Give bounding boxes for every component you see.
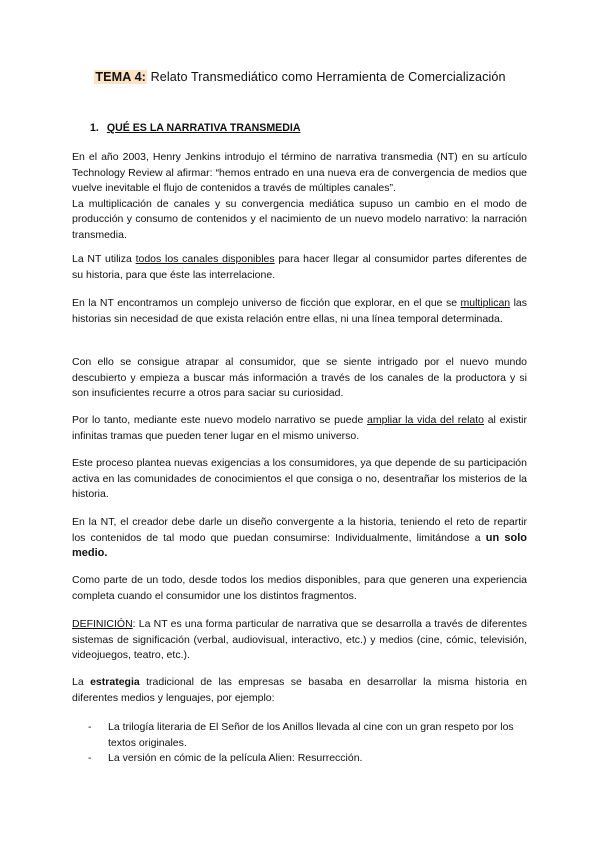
paragraph-5-text-b: al existir infinitas tramas que pueden tener lugar en el mismo universo. <box>72 414 527 442</box>
paragraph-2-text-b: para hacer llegar al consumidor partes diferentes de su historia, para que éste las interrelacione. <box>72 253 527 281</box>
paragraph-5-text-a: Por lo tanto, mediante este nuevo modelo narrativo se puede <box>72 414 368 426</box>
list-item-text: La trilogía literaria de El Señor de los Anillos llevada al cine con un gran respeto por los textos originales. <box>108 721 514 749</box>
paragraph-4-text: Con ello se consigue atrapar al consumidor, que se siente intrigado por el nuevo mundo descubierto y empieza a buscar más información a través de los canales de la productora y si son insuficientes recurre a otros para saciar su curiosidad. <box>72 356 527 400</box>
paragraph-8-text: Como parte de un todo, desde todos los medios disponibles, para que generen una experiencia completa cuando el consumidor une los distintos fragmentos. <box>72 574 527 602</box>
list-item <box>88 720 528 751</box>
paragraph-5-underlined: ampliar la vida del relato <box>367 414 484 426</box>
section-number: 1. <box>90 122 99 134</box>
definition-paragraph <box>72 617 527 664</box>
definition-text: : La NT es una forma particular de narrativa que se desarrolla a través de diferentes sistemas de significación (verbal, audiovisual, interactivo, etc.) y medios (cine, cómic, televisión, videojuegos, teatro, etc.). <box>72 618 527 662</box>
paragraph-3 <box>72 296 527 327</box>
paragraph-1-text: En el año 2003, Henry Jenkins introdujo el término de narrativa transmedia (NT) en su artículo Technology Review al afirmar: “hemos entrado en una nueva era de convergencia de medios que vuelve inevitable el flujo de contenidos a través de múltiples canales”. <box>72 151 527 195</box>
section-heading-text: QUÉ ES LA NARRATIVA TRANSMEDIA <box>106 122 301 134</box>
paragraph-1b-text: La multiplicación de canales y su convergencia mediática supuso un cambio en el modo de producción y consumo de contenidos y el nacimiento de un nuevo modelo narrativo: la narración transmedia. <box>72 197 527 241</box>
paragraph-4 <box>72 355 527 402</box>
list-item-text: La versión en cómic de la película Alien: Resurrección. <box>108 752 363 764</box>
paragraph-6-text: Este proceso plantea nuevas exigencias a los consumidores, ya que depende de su participación activa en las comunidades de conocimientos el que consiga o no, desentrañar los misterios de la historia. <box>72 457 527 501</box>
page-title <box>0 70 600 84</box>
section-heading <box>90 122 300 134</box>
paragraph-3-text-b: las historias sin necesidad de que exista relación entre ellas, ni una línea temporal determinada. <box>72 297 528 325</box>
paragraph-10-text-a: La <box>72 676 91 688</box>
paragraph-3-text-a: En la NT encontramos un complejo universo de ficción que explorar, en el que se <box>72 297 461 309</box>
paragraph-2-underlined: todos los canales disponibles <box>135 253 275 265</box>
paragraph-2 <box>72 252 527 283</box>
paragraph-10-text-b: tradicional de las empresas se basaba en desarrollar la misma historia en diferentes medios y lenguajes, por ejemplo: <box>72 676 527 704</box>
paragraph-7 <box>72 515 527 562</box>
paragraph-2-text-a: La NT utiliza <box>72 253 136 265</box>
list-bullet-dash: - <box>88 752 92 764</box>
paragraph-1 <box>72 150 527 244</box>
list-item <box>88 751 528 767</box>
paragraph-3-underlined: multiplican <box>460 297 511 309</box>
paragraph-10-bold: estrategia <box>90 676 140 688</box>
paragraph-5 <box>72 413 527 444</box>
paragraph-7-text: En la NT, el creador debe darle un diseño convergente a la historia, teniendo el reto de repartir los contenidos de tal modo que puedan consumirse: Individualmente, limitándose a <box>72 516 527 544</box>
definition-label: DEFINICIÓN <box>72 618 133 630</box>
paragraph-8 <box>72 573 527 604</box>
title-label: TEMA 4: <box>95 70 146 84</box>
list-bullet-dash: - <box>88 721 92 733</box>
title-text: Relato Transmediático como Herramienta de Comercialización <box>146 70 506 84</box>
paragraph-10 <box>72 675 527 706</box>
paragraph-6 <box>72 456 527 503</box>
paragraph-7-bold: un solo medio. <box>72 531 528 560</box>
